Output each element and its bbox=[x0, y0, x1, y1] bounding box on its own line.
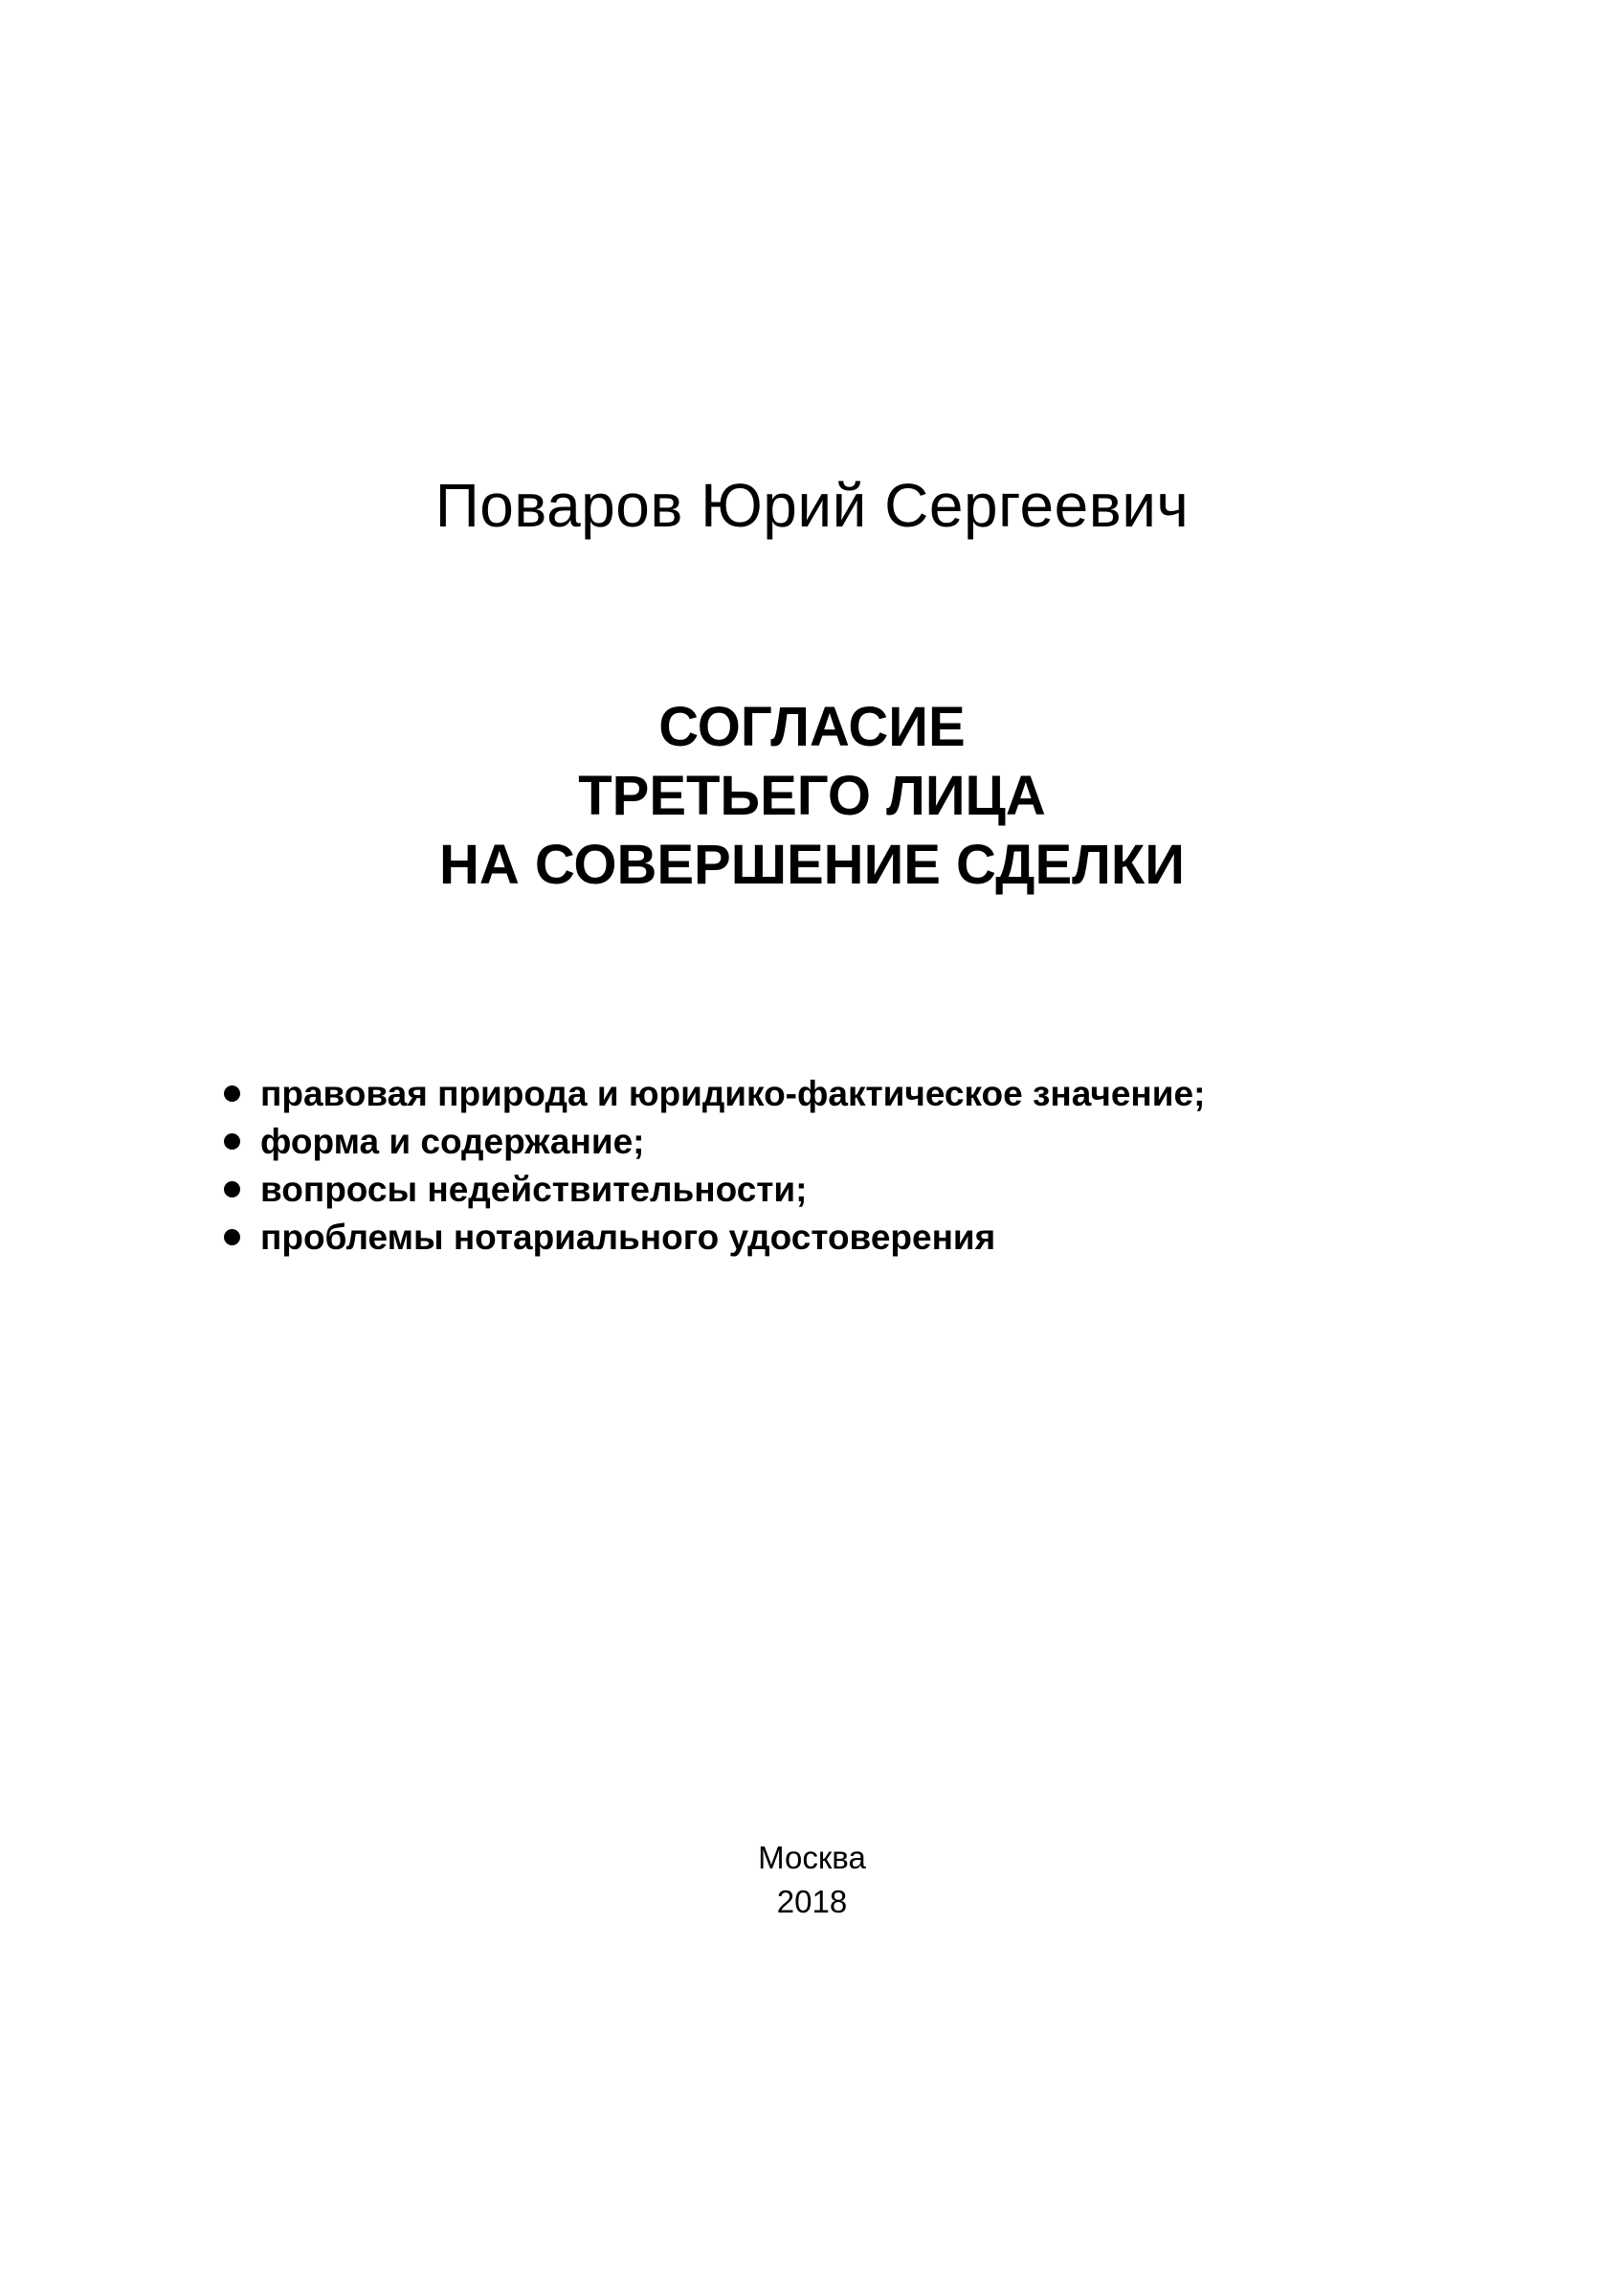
bullet-icon bbox=[224, 1085, 240, 1102]
topic-text: проблемы нотариального удостоверения bbox=[260, 1218, 996, 1257]
imprint-year: 2018 bbox=[776, 1884, 848, 1919]
topic-item bbox=[222, 1070, 1205, 1118]
title-line: НА СОВЕРШЕНИЕ СДЕЛКИ bbox=[439, 834, 1185, 896]
topic-text: вопросы недействительности; bbox=[260, 1170, 808, 1209]
author-name: Поваров Юрий Сергеевич bbox=[434, 471, 1190, 540]
imprint bbox=[0, 1836, 1624, 1924]
topic-item bbox=[222, 1214, 1205, 1262]
title-line: ТРЕТЬЕГО ЛИЦА bbox=[578, 765, 1046, 827]
title-line: СОГЛАСИЕ bbox=[658, 696, 966, 758]
topic-item bbox=[222, 1166, 1205, 1214]
topic-text: правовая природа и юридико-фактическое значение; bbox=[260, 1074, 1206, 1113]
bullet-icon bbox=[224, 1133, 240, 1150]
topics-list bbox=[222, 1070, 1205, 1262]
topic-item bbox=[222, 1118, 1205, 1166]
bullet-icon bbox=[224, 1229, 240, 1245]
bullet-icon bbox=[224, 1181, 240, 1197]
book-title bbox=[0, 693, 1624, 900]
imprint-city: Москва bbox=[758, 1840, 866, 1875]
topic-text: форма и содержание; bbox=[260, 1122, 645, 1161]
